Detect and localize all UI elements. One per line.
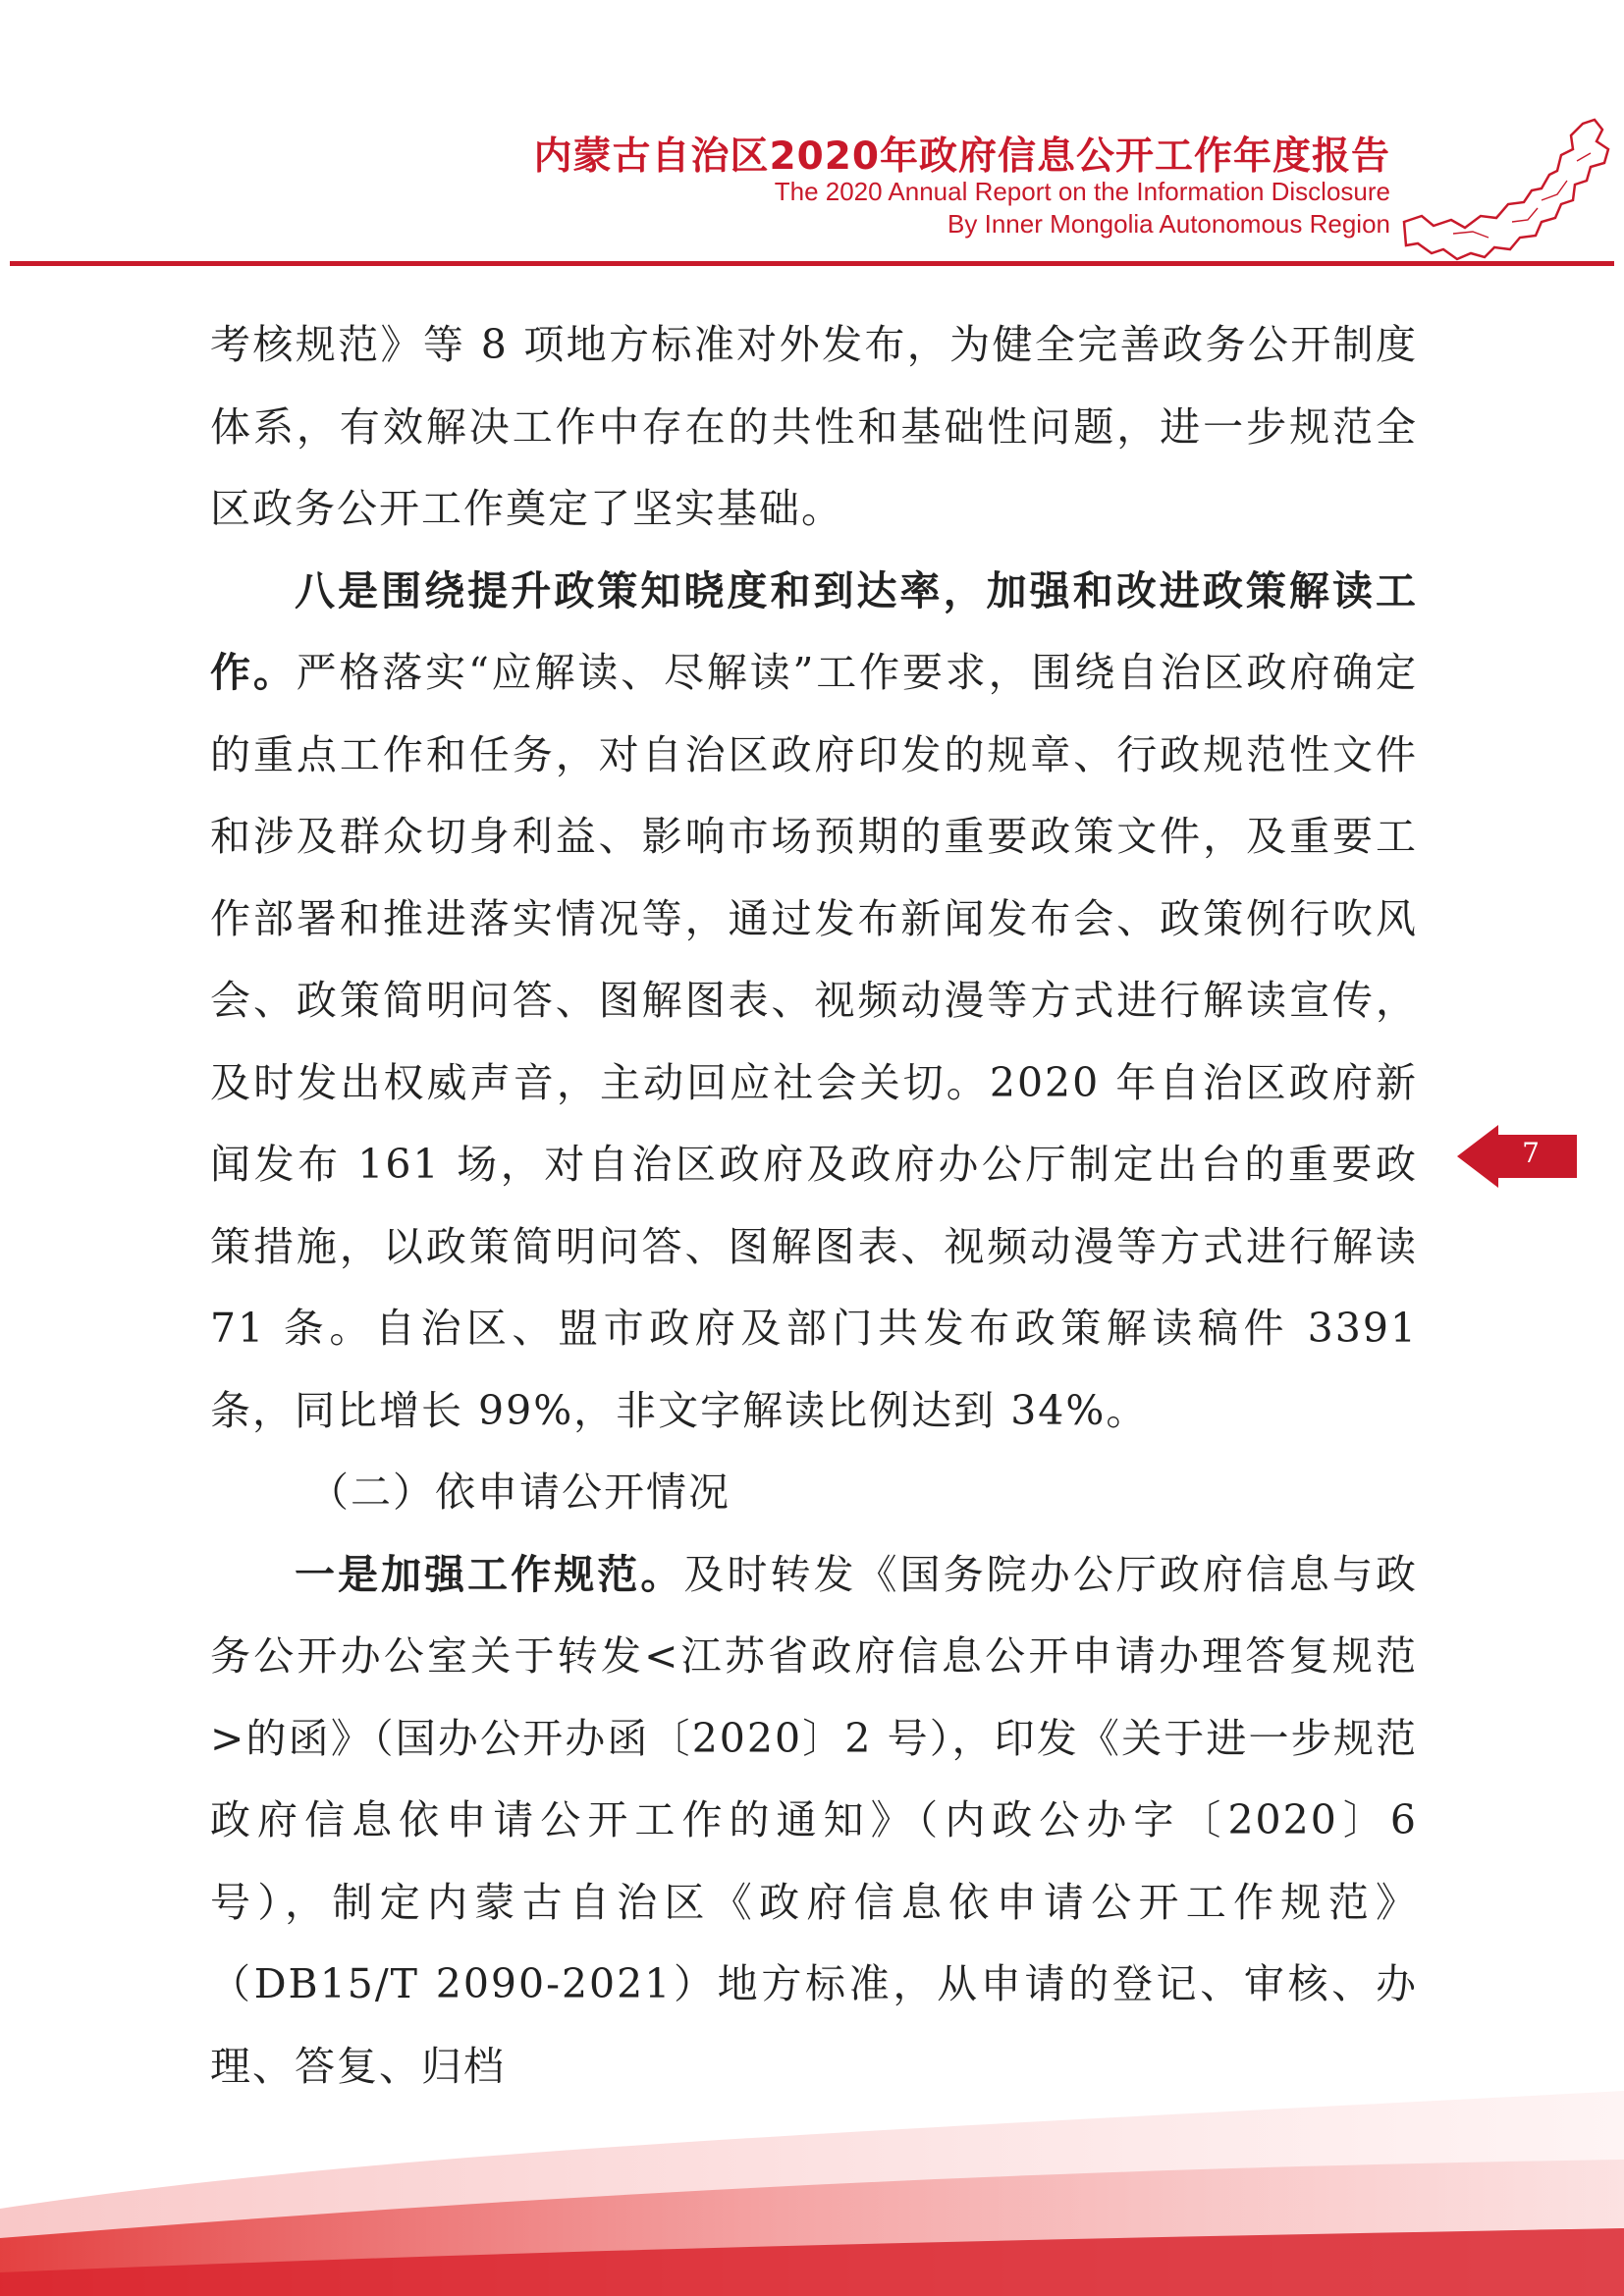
report-title-en-line2: By Inner Mongolia Autonomous Region <box>947 209 1390 239</box>
document-body <box>210 304 1418 2108</box>
footer-wave-decoration <box>0 2091 1624 2296</box>
paragraph <box>210 1534 1418 2109</box>
header-divider <box>10 261 1614 266</box>
paragraph <box>210 551 1418 1453</box>
paragraph-text: 及时转发《国务院办公厅政府信息与政务公开办公室关于转发<江苏省政府信息公开申请办理答复规范>的函》（国办公开办函〔2020〕2 号），印发《关于进一步规范政府信息依申请公开工作的通知》（内政公办字〔2020〕6 号），制定内蒙古自治区《政府信息依申请公开工作规范》（DB15/T 2090-2021）地方标准，从申请的登记、审核、办理、答复、归档 <box>210 1550 1418 2090</box>
page-number: 7 <box>1522 1137 1540 1169</box>
paragraph-text: 考核规范》等 8 项地方标准对外发布，为健全完善政务公开制度体系，有效解决工作中存在的共性和基础性问题，进一步规范全区政务公开工作奠定了坚实基础。 <box>210 321 1418 532</box>
paragraph-text: 严格落实“应解读、尽解读”工作要求，围绕自治区政府确定的重点工作和任务，对自治区政府印发的规章、行政规范性文件和涉及群众切身利益、影响市场预期的重要政策文件，及重要工作部署和推进落实情况等，通过发布新闻发布会、政策例行吹风会、政策简明问答、图解图表、视频动漫等方式进行解读宣传，及时发出权威声音，主动回应社会关切。2020 年自治区政府新闻发布 161 场，对自治区政府及政府办公厅制定出台的重要政策措施，以政策简明问答、图解图表、视频动漫等方式进行解读 71 条。自治区、盟市政府及部门共发布政策解读稿件 3391 条，同比增长 99%，非文字解读比例达到 34%。 <box>210 649 1419 1434</box>
page-header <box>0 0 1624 280</box>
paragraph <box>210 304 1418 551</box>
inner-mongolia-map-icon <box>1394 106 1620 263</box>
paragraph-lead: 一是加强工作规范。 <box>295 1550 684 1598</box>
section-heading: （二）依申请公开情况 <box>308 1468 731 1516</box>
report-title-en-line1: The 2020 Annual Report on the Information Disclosure <box>774 177 1390 206</box>
report-title-cn: 内蒙古自治区2020年政府信息公开工作年度报告 <box>533 134 1390 179</box>
paragraph-lead: 八是围绕提升政策知晓度和到达率，加强和改进政策解读工作。 <box>210 566 1418 696</box>
